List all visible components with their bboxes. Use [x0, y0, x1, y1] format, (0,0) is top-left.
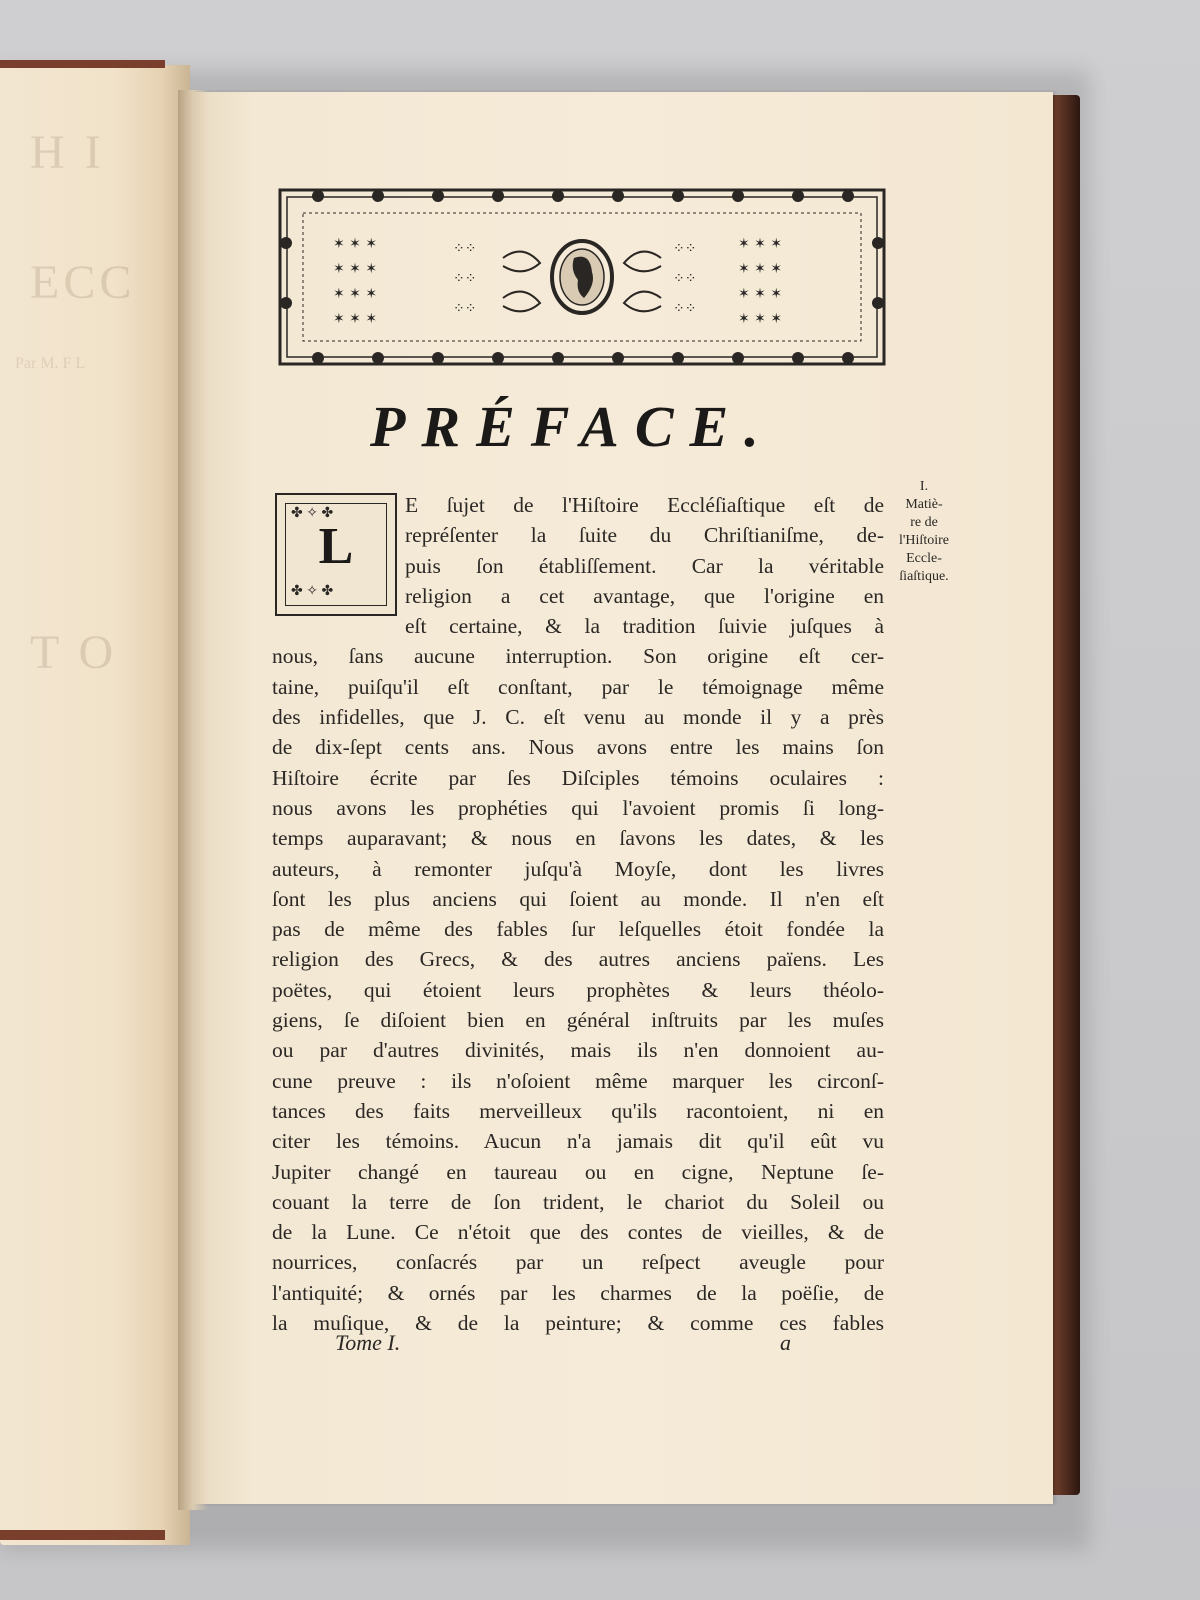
text-line: la muſique, & de la peinture; & comme ces fables — [272, 1311, 884, 1336]
initial-letter: L — [318, 518, 354, 575]
svg-text:⁘⁘: ⁘⁘ — [453, 271, 477, 287]
text-line: ou par d'autres divinités, mais ils n'en donnoient au- — [272, 1038, 884, 1063]
text-line: religion des Grecs, & des autres anciens païens. Les — [272, 947, 884, 972]
text-line: nous, ſans aucune interruption. Son origine eſt cer- — [272, 644, 884, 669]
text-line: ſont les plus anciens qui ſoient au monde. Il n'en eſt — [272, 886, 884, 911]
text-line: citer les témoins. Aucun n'a jamais dit qu'il eût vu — [272, 1129, 884, 1154]
margin-note-line: l'Hiſtoire — [899, 533, 949, 548]
text-line: tances des faits merveilleux qu'ils racontoient, ni en — [272, 1098, 884, 1123]
text-line: temps auparavant; & nous en ſavons les dates, & les — [272, 826, 884, 851]
initial-ornament: ✤ ✧ ✤ — [291, 584, 334, 599]
footer-signature: a — [780, 1330, 791, 1355]
text-line: religion a cet avantage, que l'origine en — [405, 583, 884, 608]
margin-note — [885, 478, 963, 586]
text-line: des infidelles, que J. C. eſt venu au monde il y a près — [272, 705, 884, 730]
margin-note-line: Matiè- — [905, 497, 943, 512]
text-line: auteurs, à remonter juſqu'à Moyſe, dont les livres — [272, 856, 884, 881]
text-line: poëtes, qui étoient leurs prophètes & leurs théolo- — [272, 977, 884, 1002]
left-page — [0, 65, 190, 1545]
svg-text:⁘⁘: ⁘⁘ — [453, 241, 477, 257]
text-line: couant la terre de ſon trident, le chariot du Soleil ou — [272, 1189, 884, 1214]
svg-text:⁘⁘: ⁘⁘ — [673, 301, 697, 317]
margin-note-line: re de — [910, 515, 938, 530]
text-line: cune preuve : ils n'oſoient même marquer les circonſ- — [272, 1068, 884, 1093]
body-text — [272, 490, 884, 1338]
show-through-text: T O — [30, 626, 118, 679]
text-line: Jupiter changé en taureau ou en cigne, Neptune ſe- — [272, 1159, 884, 1184]
left-cover-edge — [0, 60, 165, 68]
svg-text:✶ ✶ ✶: ✶ ✶ ✶ — [333, 261, 378, 277]
svg-text:✶ ✶ ✶: ✶ ✶ ✶ — [333, 286, 378, 302]
text-line: nous avons les prophéties qui l'avoient promis ſi long- — [272, 795, 884, 820]
text-line: eſt certaine, & la tradition ſuivie juſques à — [405, 614, 884, 639]
svg-text:✶ ✶ ✶: ✶ ✶ ✶ — [738, 261, 783, 277]
svg-text:✶ ✶ ✶: ✶ ✶ ✶ — [738, 311, 783, 327]
text-line: pas de même des fables ſur leſquelles étoit fondée la — [272, 917, 884, 942]
initial-ornament: ✤ ✧ ✤ — [291, 506, 334, 521]
book-gutter — [178, 90, 208, 1510]
page-title: PRÉFACE. — [370, 394, 775, 459]
svg-text:⁘⁘: ⁘⁘ — [673, 241, 697, 257]
svg-text:✶ ✶ ✶: ✶ ✶ ✶ — [738, 236, 783, 252]
svg-text:⁘⁘: ⁘⁘ — [673, 271, 697, 287]
margin-note-line: ſiaſtique. — [899, 569, 949, 584]
text-line: l'antiquité; & ornés par les charmes de la poëſie, de — [272, 1280, 884, 1305]
text-line: giens, ſe diſoient bien en général inſtruits par les muſes — [272, 1008, 884, 1033]
show-through-text: H I — [30, 126, 105, 179]
text-line: puis ſon établiſſement. Car la véritable — [405, 553, 884, 578]
text-line: taine, puiſqu'il eſt conſtant, par le témoignage même — [272, 674, 884, 699]
svg-text:✶ ✶ ✶: ✶ ✶ ✶ — [738, 286, 783, 302]
text-line: de la Lune. Ce n'étoit que des contes de vieilles, & de — [272, 1220, 884, 1245]
margin-note-line: Eccle- — [906, 551, 942, 566]
show-through-text: ECC — [30, 256, 136, 309]
show-through-text: Par M. F L — [15, 355, 86, 372]
svg-text:✶ ✶ ✶: ✶ ✶ ✶ — [333, 311, 378, 327]
text-line: E ſujet de l'Hiſtoire Eccléſiaſtique eſt de — [405, 493, 884, 517]
ornamental-headpiece — [278, 188, 886, 366]
text-line: Hiſtoire écrite par ſes Diſciples témoins oculaires : — [272, 765, 884, 790]
left-cover-bottom — [0, 1530, 165, 1540]
text-line: repréſenter la ſuite du Chriſtianiſme, de- — [405, 523, 884, 548]
svg-text:⁘⁘: ⁘⁘ — [453, 301, 477, 317]
text-line: de dix-ſept cents ans. Nous avons entre les mains ſon — [272, 735, 884, 760]
margin-note-line: I. — [919, 479, 929, 494]
footer-volume: Tome I. — [335, 1330, 401, 1355]
text-line: nourrices, conſacrés par un reſpect aveugle pour — [272, 1250, 884, 1275]
svg-text:✶ ✶ ✶: ✶ ✶ ✶ — [333, 236, 378, 252]
